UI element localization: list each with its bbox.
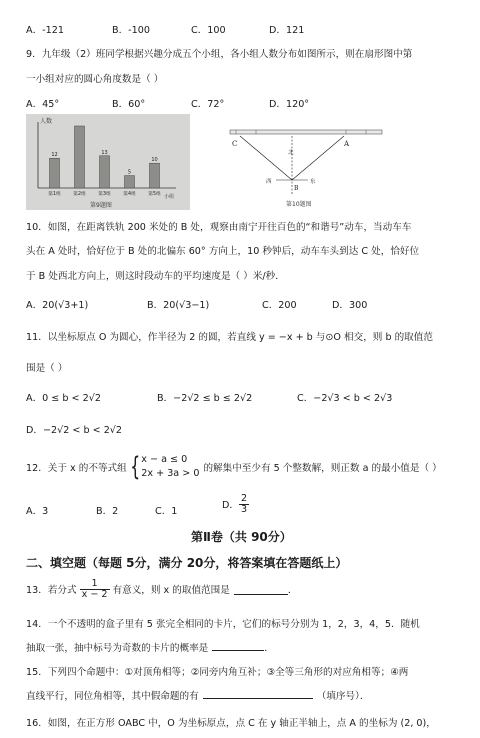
q12-suffix: 的解集中至少有 5 个整数解，则正数 a 的最小值是（ ） — [203, 463, 442, 474]
q12-option-d-label: D． — [222, 500, 239, 512]
q11-option-d: D．−2√2 < b < 2√2 — [26, 425, 123, 436]
fig9-caption: 第9题图 — [90, 202, 112, 209]
q8-option-c: C．100 — [191, 25, 226, 36]
q13-prefix: 13．若分式 — [26, 585, 77, 597]
q10-option-a: A．20(√3+1) — [26, 300, 89, 311]
fig10-label-north: 北 — [288, 150, 294, 156]
q12-stem — [26, 453, 442, 481]
q15-line-2-suffix: （填序号）． — [316, 691, 370, 702]
q12-system — [141, 453, 199, 481]
q11-line-1: 11．以坐标原点 O 为圆心，作半径为 2 的圆，若直线 y = −x + b 与⊙O 相交，则 b 的取值范 — [26, 332, 433, 343]
q12-brace: { — [130, 452, 140, 482]
q8-option-b: B．-100 — [112, 25, 150, 36]
q10-option-c: C．200 — [262, 300, 297, 311]
q15-answer-blank[interactable] — [203, 688, 313, 699]
q12-eq-2: 2x + 3a > 0 — [141, 468, 200, 479]
q10-line-2: 头在 A 处时，恰好位于 B 处的北偏东 60° 方向上，10 秒钟后，动车车头到达 C 处，恰好位 — [26, 246, 420, 257]
q12-option-d — [222, 494, 249, 514]
q13-stem: 13．若分式 $\frac{1}{x - 2}$ 有意义，则 x 的取值范围是 ． — [26, 578, 298, 600]
fig9-bar-1 — [50, 158, 60, 188]
q12-eq-1: x − a ≤ 0 — [141, 454, 188, 465]
fig10-label-west: 西 — [266, 179, 272, 185]
fig9-data-label-1: 12 — [51, 152, 58, 159]
q11-option-c: C．−2√3 < b < 2√3 — [297, 393, 393, 404]
fig10-segment-cb — [240, 136, 292, 180]
q14-line-2-wrap: 抽取一张，抽中标号为奇数的卡片的概率是 ． — [26, 640, 274, 654]
q11-option-a: A．0 ≤ b < 2√2 — [26, 393, 101, 404]
q15-line-2-wrap — [26, 688, 369, 702]
q9-line-1: 9．九年级（2）班同学根据兴趣分成五个小组，各小组人数分布如图所示，则在扇形图中第 — [26, 49, 413, 60]
q9-option-a: A．45° — [26, 99, 60, 110]
fig10-panel — [226, 114, 386, 210]
q13-suffix: 有意义，则 x 的取值范围是 — [112, 585, 230, 597]
fig9-bar-5 — [150, 163, 160, 188]
q9-option-b: B．60° — [112, 99, 146, 110]
q15-line-1: 15．下列四个命题中：①对顶角相等；②同旁内角互补；③全等三角形的对应角相等；④两 — [26, 667, 409, 678]
fig10-label-east: 东 — [310, 179, 316, 185]
part2-title: 第Ⅱ卷（共 90分） — [191, 530, 292, 544]
fig9-x-end-label: 小组 — [164, 194, 175, 200]
fig9-category-label-5: 第5组 — [148, 192, 161, 197]
fig9-bar-3 — [100, 156, 110, 188]
fig9-data-label-3: 13 — [101, 149, 108, 156]
q8-option-a: A．-121 — [26, 25, 64, 36]
q14-line-2: 抽取一张，抽中标号为奇数的卡片的概率是 — [26, 643, 209, 654]
q14-answer-blank[interactable] — [212, 640, 264, 651]
fig9-y-label: 人数 — [40, 118, 53, 125]
fig9-data-label-4: 5 — [127, 169, 132, 176]
q8-option-d: D．121 — [269, 25, 305, 36]
q13-answer-blank[interactable] — [234, 584, 288, 595]
fig9-data-label-5: 10 — [151, 157, 158, 164]
fig9-bar-2 — [75, 126, 85, 188]
q16-line-1: 16．如图，在正方形 OABC 中，O 为坐标原点，点 C 在 y 轴正半轴上，点 A 的坐标为 (2, 0)， — [26, 718, 436, 729]
q12-option-b: B．2 — [96, 506, 119, 517]
q12-option-c: C．1 — [155, 506, 178, 517]
section2-title: 二、填空题（每题 5分，满分 20分，将答案填在答题纸上） — [26, 556, 348, 570]
fig9-bar-4 — [125, 176, 135, 188]
q10-option-b: B．20(√3−1) — [147, 300, 210, 311]
fig10-diagram — [226, 114, 386, 210]
q9-line-2: 一小组对应的圆心角度数是（ ） — [26, 74, 164, 85]
q10-line-1: 10．如图，在距离铁轨 200 米处的 B 处，观察由南宁开往百色的“和谐号”动车，当动车车 — [26, 222, 412, 233]
q9-option-d: D．120° — [269, 99, 310, 110]
q12-prefix: 12．关于 x 的不等式组 — [26, 463, 127, 474]
q12-d-denominator: 3 — [240, 503, 248, 515]
q11-option-b: B．−2√2 ≤ b ≤ 2√2 — [157, 393, 253, 404]
fig10-segment-ba — [292, 136, 344, 180]
fig10-label-a: A — [344, 140, 350, 148]
q10-option-d: D．300 — [332, 300, 368, 311]
q9-option-c: C．72° — [191, 99, 225, 110]
fig10-label-c: C — [232, 140, 238, 148]
fig9-category-label-3: 第3组 — [98, 192, 111, 197]
q11-line-2: 围是（ ） — [26, 363, 68, 374]
q13-fraction — [80, 579, 110, 599]
q10-line-3: 于 B 处西北方向上，则这时段动车的平均速度是（ ）米/秒． — [26, 271, 285, 282]
q13-denominator: x − 2 — [81, 588, 108, 600]
fig10-label-b: B — [294, 185, 299, 192]
q15-line-2: 直线平行，同位角相等，其中假命题的有 — [26, 691, 199, 702]
fig9-category-label-2: 第2组 — [73, 192, 86, 197]
q13-numerator: 1 — [80, 579, 110, 590]
fig9-category-label-1: 第1组 — [48, 192, 61, 197]
fig9-panel — [26, 114, 190, 210]
q12-d-numerator: 2 — [240, 493, 248, 504]
q12-option-a: A．3 — [26, 506, 49, 517]
fig10-rail — [230, 130, 382, 134]
fig10-caption: 第10题图 — [286, 201, 312, 208]
q14-line-1: 14．一个不透明的盒子里有 5 张完全相同的卡片，它们的标号分别为 1，2，3，4，5．随机 — [26, 619, 420, 630]
q12-option-d-fraction — [239, 494, 249, 514]
fig9-bar-chart — [26, 114, 190, 210]
fig9-category-label-4: 第4组 — [123, 192, 136, 197]
